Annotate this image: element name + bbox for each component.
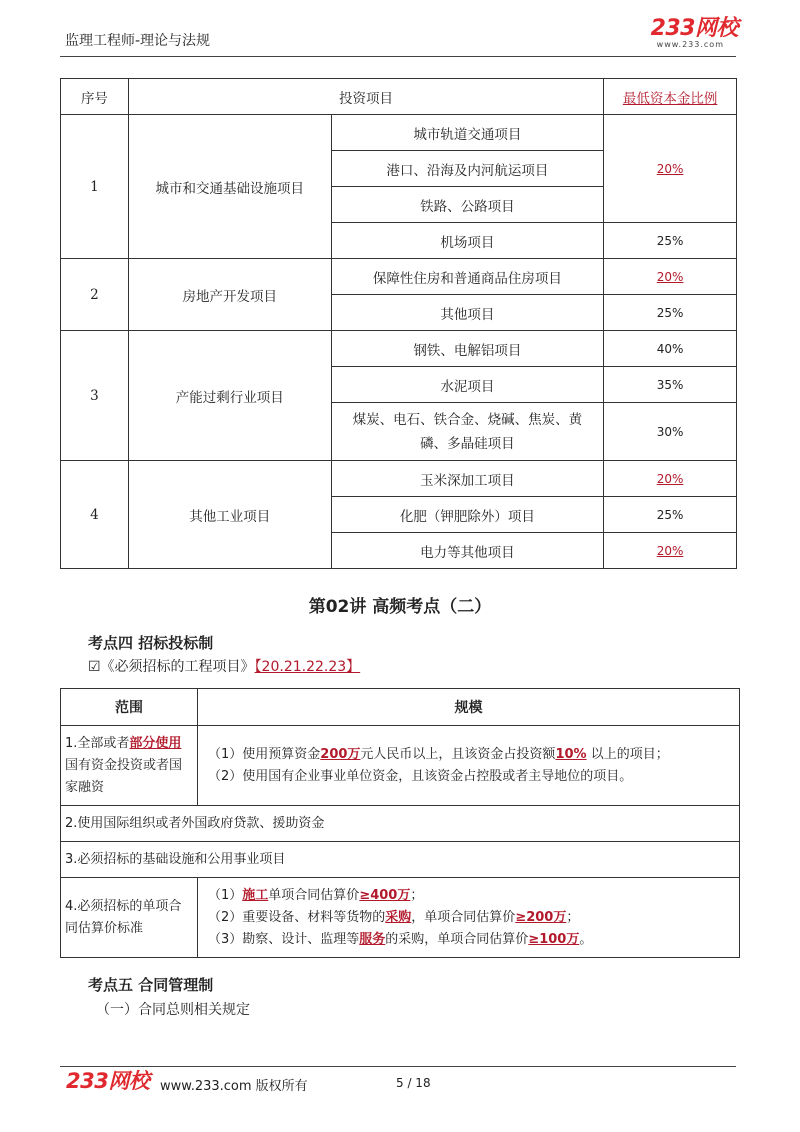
ratio-value: 20%	[656, 161, 684, 176]
scale-cell	[198, 726, 740, 806]
full-row-cell: 2.使用国际组织或者外国政府贷款、援助资金	[61, 806, 740, 842]
subsection-heading: （一）合同总则相关规定	[96, 1002, 250, 1018]
group-number: 2	[61, 259, 129, 331]
scale-highlight: 200万	[320, 746, 361, 762]
exam-years: 【20.21.22.23】	[254, 659, 361, 675]
scale-text: ；	[410, 887, 424, 903]
ratio-value: 25%	[604, 223, 737, 259]
group-number: 3	[61, 331, 129, 461]
table-header-row	[61, 79, 737, 115]
col-header-no: 序号	[61, 79, 129, 115]
project-item: 港口、沿海及内河航运项目	[331, 151, 604, 187]
ratio-value: 35%	[604, 367, 737, 403]
bidding-scope-table	[60, 688, 740, 958]
capital-ratio-table	[60, 78, 737, 569]
project-item: 铁路、公路项目	[331, 187, 604, 223]
project-item: 化肥（钾肥除外）项目	[331, 497, 604, 533]
ratio-value: 20%	[656, 269, 684, 284]
col-header-scope: 范围	[61, 689, 198, 726]
brand-logo[interactable]: 233网校	[650, 16, 738, 41]
scale-highlight: 10%	[555, 746, 587, 762]
project-item: 钢铁、电解铝项目	[331, 331, 604, 367]
table-row	[61, 726, 740, 806]
scale-text: （2）重要设备、材料等货物的	[208, 909, 386, 925]
page-number: 5 / 18	[396, 1076, 431, 1090]
required-bidding-reference	[88, 656, 360, 676]
scale-line: （2）使用国有企业事业单位资金，且该资金占控股或者主导地位的项目。	[208, 768, 633, 784]
col-header-ratio	[604, 79, 737, 115]
project-item: 机场项目	[331, 223, 604, 259]
scale-text: 。	[579, 931, 593, 947]
header-divider	[60, 56, 736, 57]
group-number: 4	[61, 461, 129, 569]
scale-text: ，单项合同估算价	[411, 909, 516, 925]
scale-line	[208, 907, 735, 929]
group-category: 产能过剩行业项目	[128, 331, 331, 461]
kaodian5-heading: 考点五 合同管理制	[88, 976, 214, 994]
scale-line	[208, 744, 735, 766]
scale-text: 以上的项目；	[586, 746, 669, 762]
scope-text: 1.全部或者	[65, 735, 130, 751]
ratio-value: 25%	[604, 295, 737, 331]
col-header-scale: 规模	[198, 689, 740, 726]
footer-copyright: www.233.com 版权所有	[160, 1079, 308, 1094]
ratio-value: 30%	[604, 403, 737, 461]
group-category: 其他工业项目	[128, 461, 331, 569]
ratio-cell	[604, 533, 737, 569]
scale-text: （1）使用预算资金	[208, 746, 321, 762]
col-header-project: 投资项目	[128, 79, 603, 115]
group-category: 城市和交通基础设施项目	[128, 115, 331, 259]
scale-text: ；	[566, 909, 580, 925]
project-item: 其他项目	[331, 295, 604, 331]
table-row	[61, 259, 737, 295]
project-item: 玉米深加工项目	[331, 461, 604, 497]
scale-text: （1）	[208, 887, 243, 903]
scale-text: 单项合同估算价	[268, 887, 360, 903]
table-row	[61, 806, 740, 842]
footer-logo[interactable]: 233网校	[66, 1069, 150, 1093]
full-row-cell: 3.必须招标的基础设施和公用事业项目	[61, 842, 740, 878]
scope-highlight: 部分使用	[129, 735, 182, 751]
table-row	[61, 842, 740, 878]
ratio-header-text: 最低资本金比例	[622, 90, 718, 107]
ratio-cell	[604, 461, 737, 497]
ratio-value: 25%	[604, 497, 737, 533]
checkbox-label: ☑《必须招标的工程项目》	[88, 659, 255, 675]
table-row	[61, 115, 737, 151]
page-header-title: 监理工程师-理论与法规	[65, 33, 211, 49]
ratio-value: 40%	[604, 331, 737, 367]
ratio-cell	[604, 115, 737, 223]
ratio-value: 20%	[656, 543, 684, 558]
scale-line	[208, 929, 735, 951]
scale-highlight: 采购	[385, 909, 412, 925]
scope-cell	[61, 726, 198, 806]
scale-highlight: 服务	[359, 931, 386, 947]
project-item: 煤炭、电石、铁合金、烧碱、焦炭、黄磷、多晶硅项目	[331, 403, 604, 461]
project-item: 电力等其他项目	[331, 533, 604, 569]
scale-text: 的采购，单项合同估算价	[385, 931, 529, 947]
scope-cell: 4.必须招标的单项合同估算价标准	[61, 878, 198, 958]
ratio-value: 20%	[656, 471, 684, 486]
group-number: 1	[61, 115, 129, 259]
scale-cell	[198, 878, 740, 958]
scale-line	[208, 885, 735, 907]
table-header-row	[61, 689, 740, 726]
project-item: 保障性住房和普通商品住房项目	[331, 259, 604, 295]
scale-highlight: ≥200万	[515, 909, 567, 925]
project-item: 水泥项目	[331, 367, 604, 403]
project-item: 城市轨道交通项目	[331, 115, 604, 151]
ratio-cell	[604, 259, 737, 295]
scale-highlight: 施工	[242, 887, 269, 903]
section-title: 第02讲 高频考点（二）	[308, 597, 492, 617]
kaodian4-heading: 考点四 招标投标制	[88, 634, 214, 652]
table-row	[61, 461, 737, 497]
scale-text: （3）勘察、设计、监理等	[208, 931, 360, 947]
footer-divider	[60, 1066, 736, 1067]
scale-text: 元人民币以上，且该资金占投资额	[360, 746, 556, 762]
table-row	[61, 331, 737, 367]
table-row	[61, 878, 740, 958]
scale-highlight: ≥400万	[359, 887, 411, 903]
scale-highlight: ≥100万	[528, 931, 580, 947]
group-category: 房地产开发项目	[128, 259, 331, 331]
scope-text: 国有资金投资或者国家融资	[65, 757, 183, 795]
brand-logo-url: www.233.com	[656, 40, 724, 49]
